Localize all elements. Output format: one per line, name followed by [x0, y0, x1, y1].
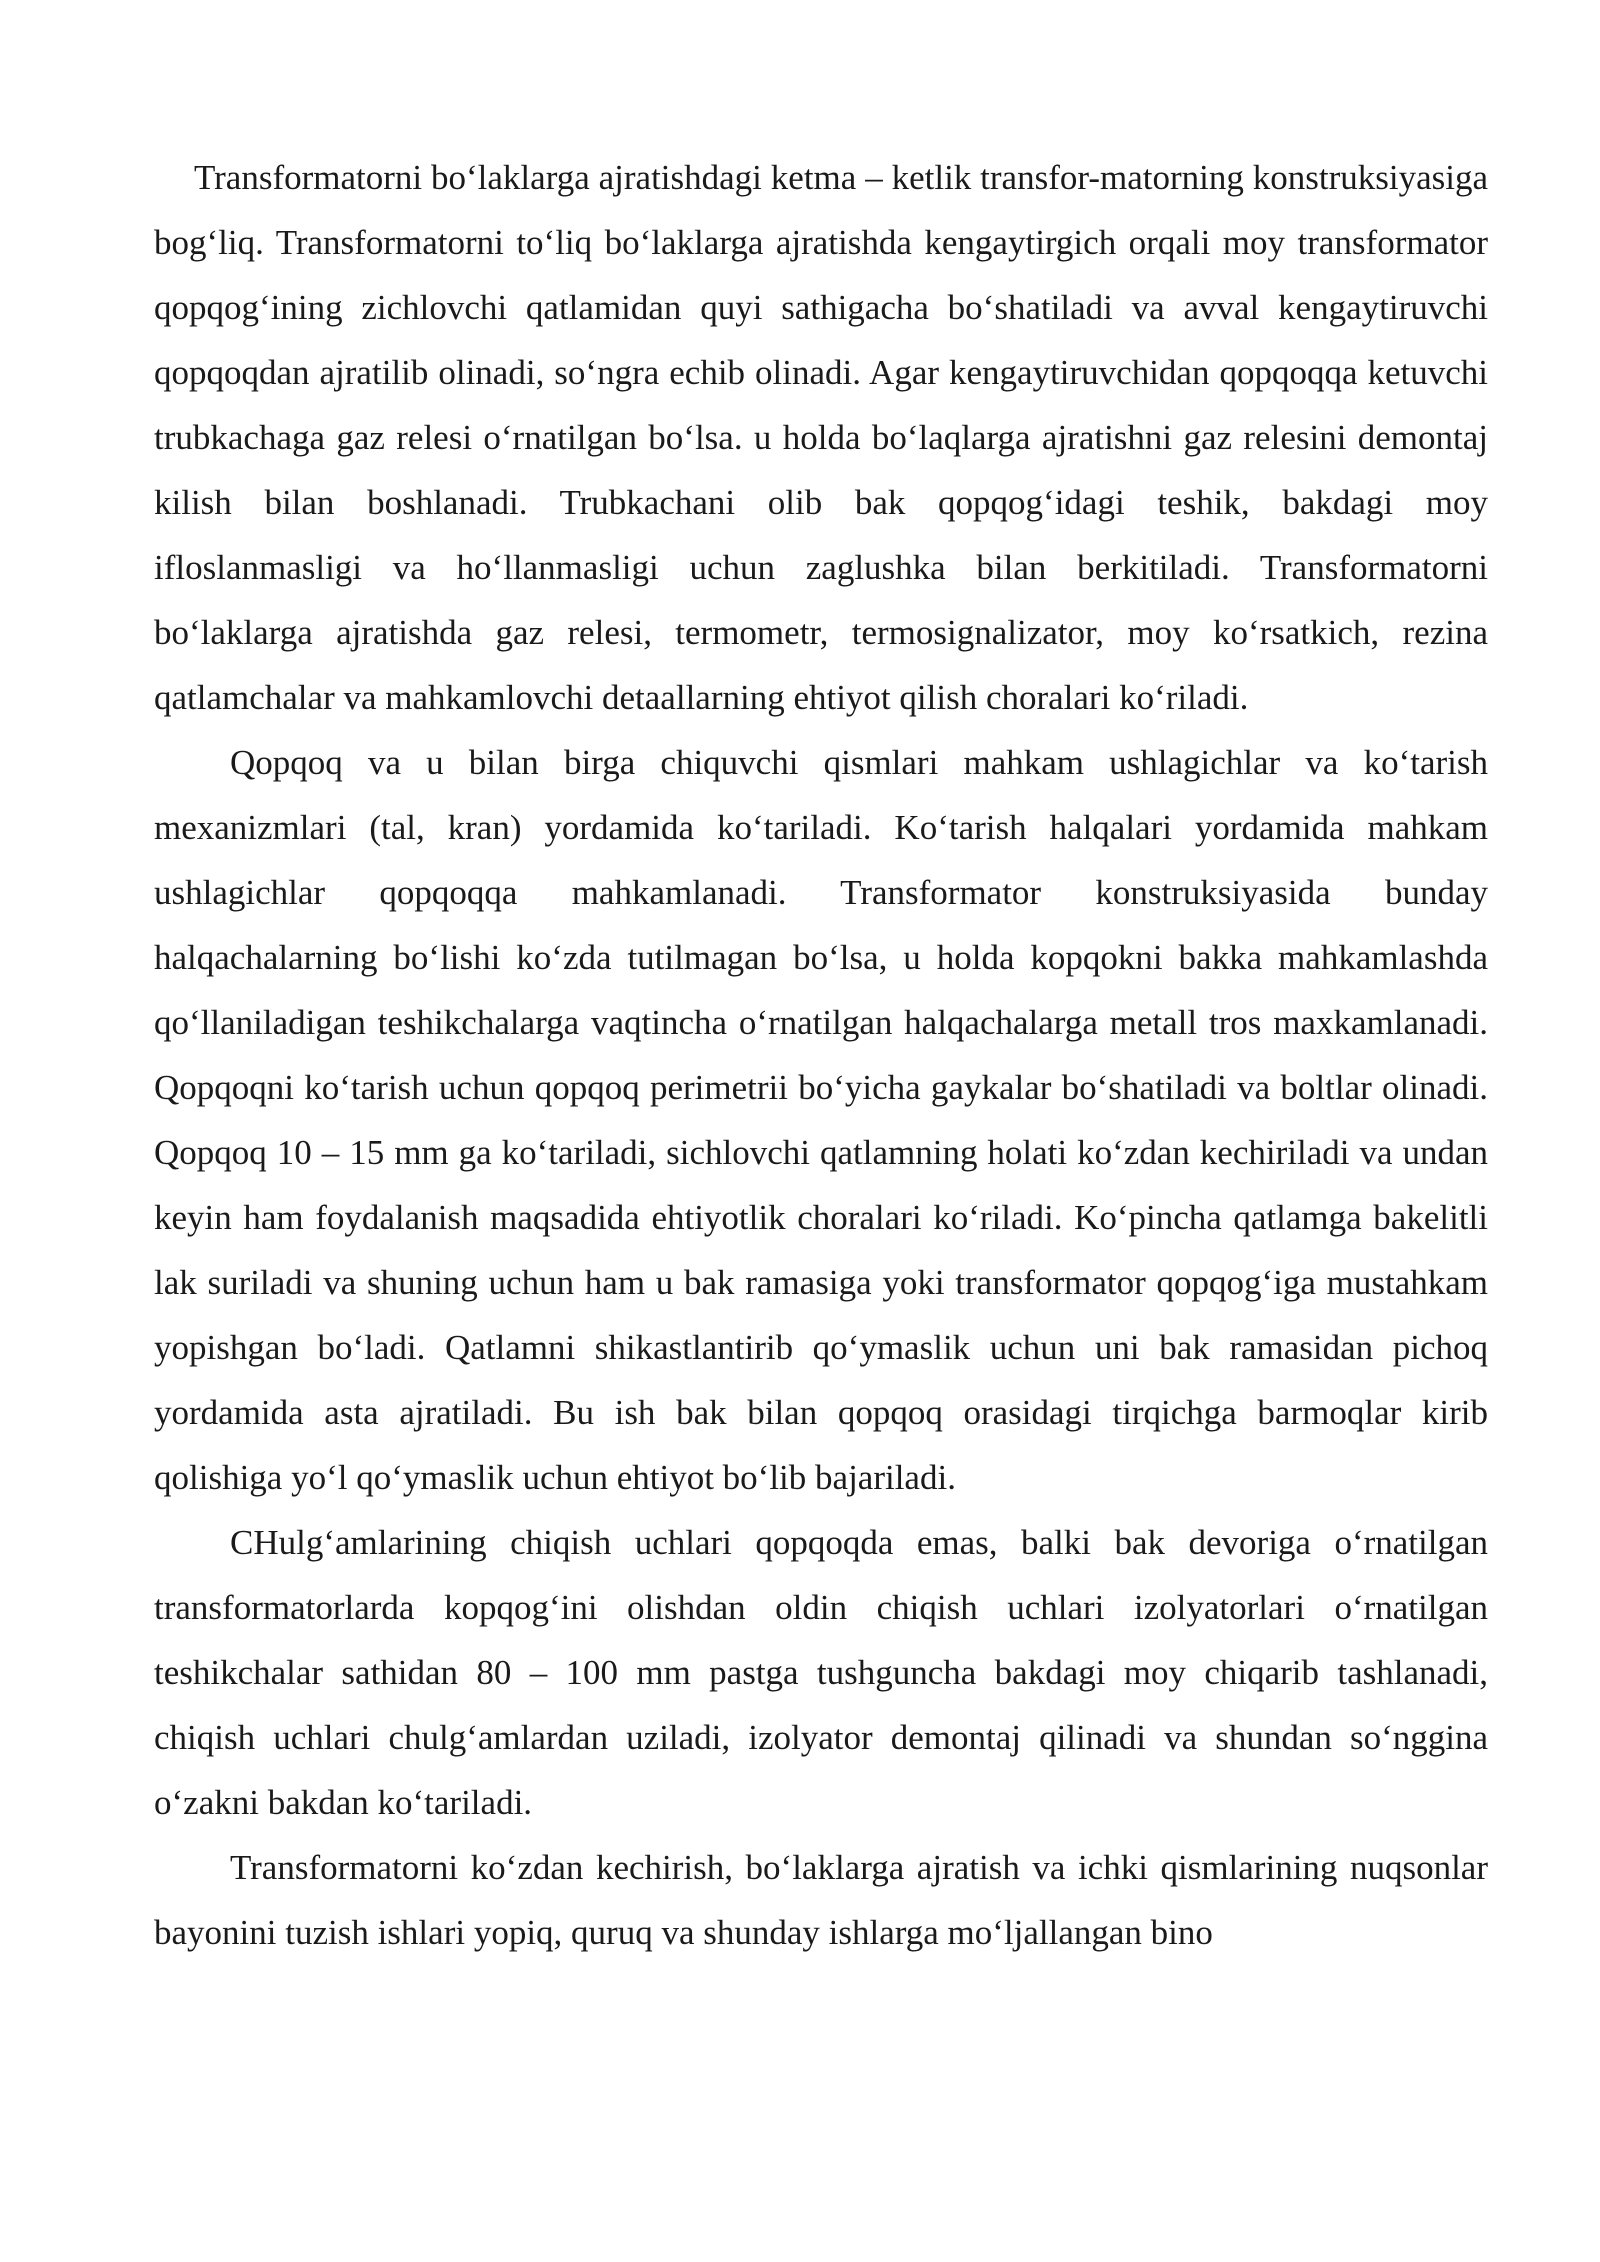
paragraph-lid-lifting: Qopqoq va u bilan birga chiquvchi qismlari mahkam ushlagichlar va ko‘tarish mexanizmlari (tal, kran) yordamida ko‘tariladi. Ko‘tarish halqalari yordamida mahkam ushlagichlar qopqoqqa mahkamlanadi. Transformator konstruksiyasida bunday halqachalarning bo‘lishi ko‘zda tutilmagan bo‘lsa, u holda kopqokni bakka mahkamlashda qo‘llaniladigan teshikchalarga vaqtincha o‘rnatilgan halqachalarga metall tros maxkamlanadi. Qopqoqni ko‘tarish uchun qopqoq perimetrii bo‘yicha gaykalar bo‘shatiladi va boltlar olinadi. Qopqoq 10 – 15 mm ga ko‘tariladi, sichlovchi qatlamning holati ko‘zdan kechiriladi va undan keyin ham foydalanish maqsadida ehtiyotlik choralari ko‘riladi. Ko‘pincha qatlamga bakelitli lak suriladi va shuning uchun ham u bak ramasiga yoki transformator qopqog‘iga mustahkam yopishgan bo‘ladi. Qatlamni shikastlantirib qo‘ymaslik uchun uni bak ramasidan pichoq yordamida asta ajratiladi. Bu ish bak bilan qopqoq orasidagi tirqichga barmoqlar kirib qolishiga yo‘l qo‘ymaslik uchun ehtiyot bo‘lib bajariladi. — [154, 743, 1488, 1497]
document-page — [154, 145, 1488, 1965]
paragraph-inspection: Transformatorni ko‘zdan kechirish, bo‘laklarga ajratish va ichki qismlarining nuqsonlar bayonini tuzish ishlari yopiq, quruq va shunday ishlarga mo‘ljallangan bino — [154, 1848, 1488, 1952]
paragraph-winding-terminals: CHulg‘amlarining chiqish uchlari qopqoqda emas, balki bak devoriga o‘rnatilgan transformatorlarda kopqog‘ini olishdan oldin chiqish uchlari izolyatorlari o‘rnatilgan teshikchalar sathidan 80 – 100 mm pastga tushguncha bakdagi moy chiqarib tashlanadi, chiqish uchlari chulg‘amlardan uziladi, izolyator demontaj qilinadi va shundan so‘nggina o‘zakni bakdan ko‘tariladi. — [154, 1523, 1488, 1822]
paragraph-disassembly-sequence: Transformatorni bo‘laklarga ajratishdagi ketma – ketlik transfor-matorning konstruksiyasiga bog‘liq. Transformatorni to‘liq bo‘laklarga ajratishda kengaytirgich orqali moy transformator qopqog‘ining zichlovchi qatlamidan quyi sathigacha bo‘shatiladi va avval kengaytiruvchi qopqoqdan ajratilib olinadi, so‘ngra echib olinadi. Agar kengaytiruvchidan qopqoqqa ketuvchi trubkachaga gaz relesi o‘rnatilgan bo‘lsa. u holda bo‘laqlarga ajratishni gaz relesini demontaj kilish bilan boshlanadi. Trubkachani olib bak qopqog‘idagi teshik, bakdagi moy ifloslanmasligi va ho‘llanmasligi uchun zaglushka bilan berkitiladi. Transformatorni bo‘laklarga ajratishda gaz relesi, termometr, termosignalizator, moy ko‘rsatkich, rezina qatlamchalar va mahkamlovchi detaallarning ehtiyot qilish choralari ko‘riladi. — [154, 158, 1488, 717]
